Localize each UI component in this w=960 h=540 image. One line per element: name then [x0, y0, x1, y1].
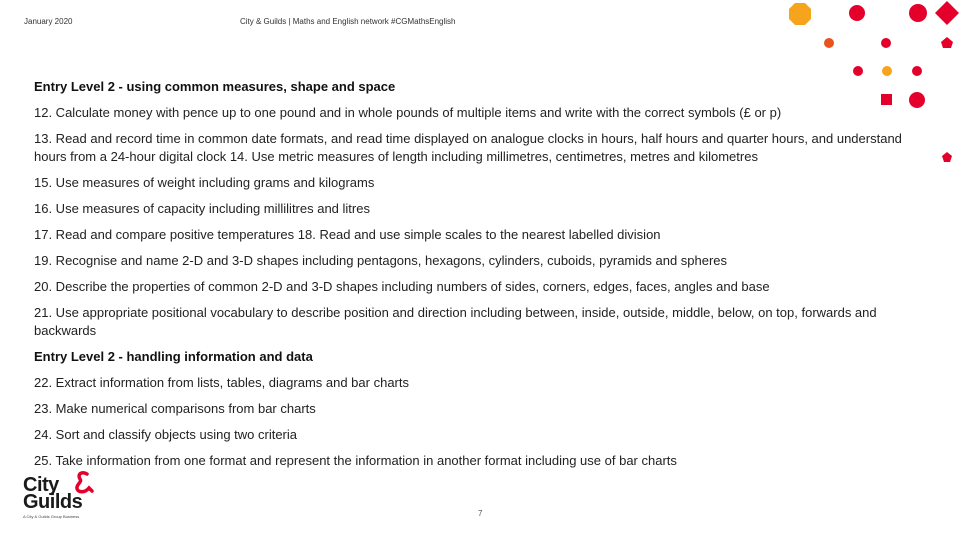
red-pentagon [941, 37, 953, 48]
objective-item: 13. Read and record time in common date formats, and read time displayed on analogue clocks in hours, half hours and quarter hours, and understand hours from a 24-hour digital clock 14. Use metric measures of length including millimetres, centimetres, metres and kilometres [34, 131, 902, 164]
objective-item: 15. Use measures of weight including grams and kilograms [34, 175, 375, 190]
section-heading: Entry Level 2 - handling information and data [34, 349, 313, 364]
logo-ampersand-icon [72, 470, 94, 494]
red-dot [912, 66, 922, 76]
orange-octagon [789, 3, 811, 25]
city-guilds-logo [22, 470, 102, 520]
orange-dot [882, 66, 892, 76]
objective-item: 25. Take information from one format and represent the information in another format including use of bar charts [34, 453, 677, 468]
objective-item: 24. Sort and classify objects using two criteria [34, 427, 298, 442]
page-number: 7 [478, 509, 483, 518]
red-dot [849, 5, 865, 21]
orange-dot [824, 38, 834, 48]
objective-item: 23. Make numerical comparisons from bar charts [34, 401, 316, 416]
objective-item: 20. Describe the properties of common 2-D and 3-D shapes including numbers of sides, corners, edges, faces, angles and base [34, 279, 770, 294]
red-dot [909, 4, 927, 22]
logo-tagline: A City & Guilds Group Business [23, 514, 80, 519]
red-dot [853, 66, 863, 76]
objective-item: 22. Extract information from lists, tables, diagrams and bar charts [34, 375, 409, 390]
red-dot [881, 38, 891, 48]
objective-item: 21. Use appropriate positional vocabulary to describe position and direction including between, inside, outside, middle, below, on top, forwards and backwards [34, 305, 877, 338]
red-dot [909, 92, 925, 108]
main-content [34, 78, 904, 478]
red-pentagon [942, 152, 952, 162]
header-date: January 2020 [24, 17, 73, 26]
logo-text-guilds: Guilds [23, 491, 83, 513]
objective-item: 16. Use measures of capacity including millilitres and litres [34, 201, 370, 216]
logo-text-city: City [23, 474, 59, 496]
red-diamond [935, 1, 959, 25]
header-network: City & Guilds | Maths and English network #CGMathsEnglish [240, 17, 456, 26]
objective-item: 19. Recognise and name 2-D and 3-D shapes including pentagons, hexagons, cylinders, cuboids, pyramids and spheres [34, 253, 728, 268]
objective-item: 12. Calculate money with pence up to one pound and in whole pounds of multiple items and write with the correct symbols (£ or p) [34, 105, 782, 120]
objective-item: 17. Read and compare positive temperatures 18. Read and use simple scales to the nearest labelled division [34, 227, 661, 242]
section-heading: Entry Level 2 - using common measures, shape and space [34, 79, 396, 94]
